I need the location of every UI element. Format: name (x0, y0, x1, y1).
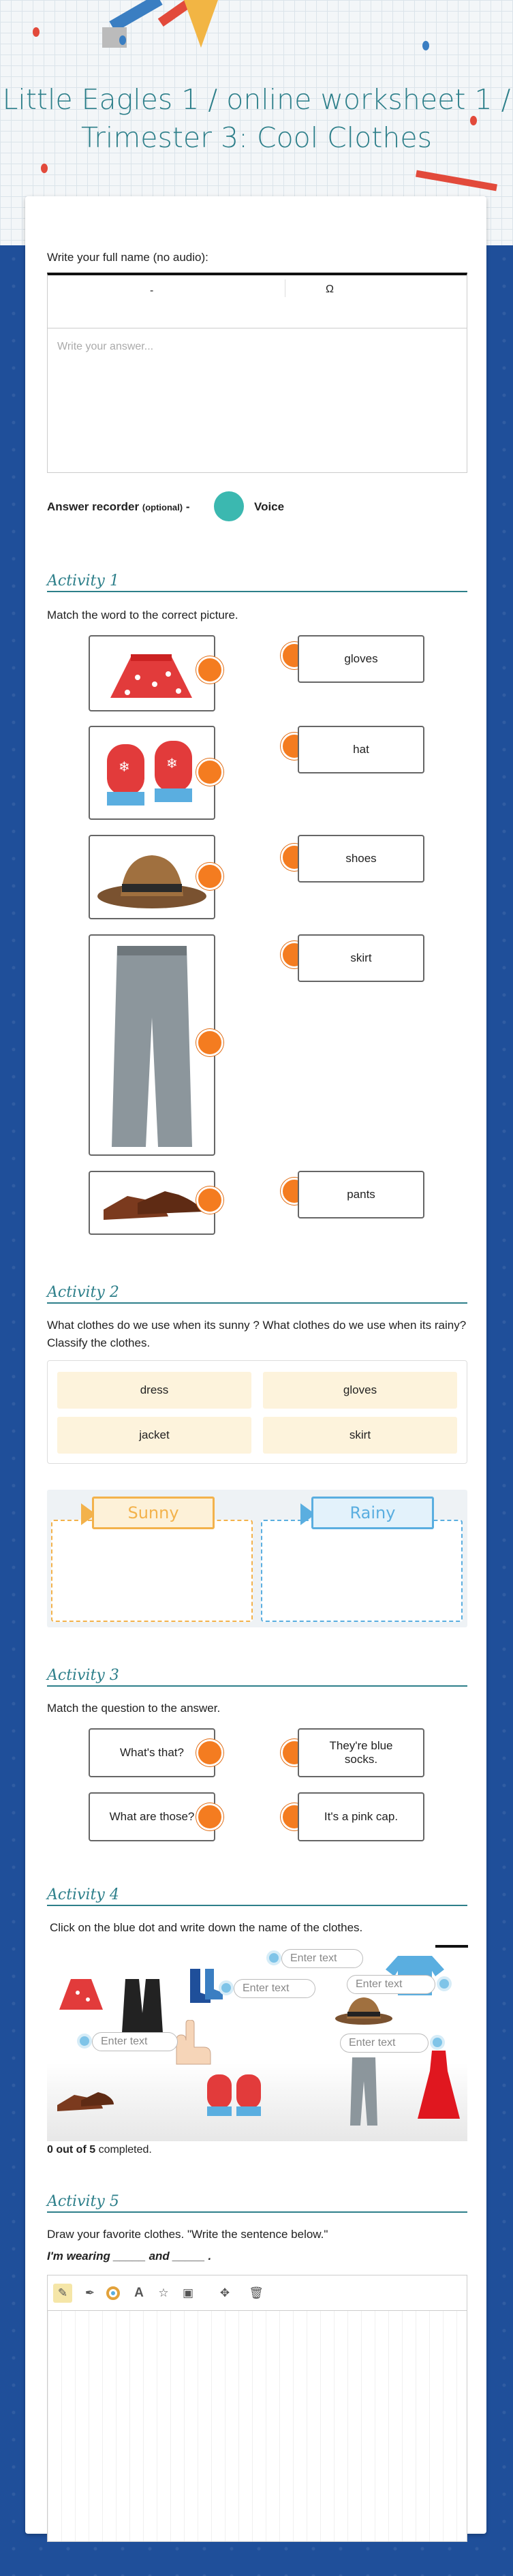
hat-picture-dot[interactable] (196, 863, 223, 890)
answer-1[interactable]: They're blue socks. (298, 1728, 424, 1777)
special-character-button[interactable]: Ω (326, 283, 334, 295)
pencil-decoration (409, 157, 511, 198)
label-dot-5[interactable] (430, 2035, 445, 2050)
label-input-1[interactable]: Enter text (281, 1949, 363, 1968)
question-1[interactable]: What's that? (89, 1728, 215, 1777)
label-input-4[interactable]: Enter text (92, 2032, 178, 2051)
activity-2-title: Activity 2 (47, 1284, 467, 1304)
voice-record-button[interactable] (214, 491, 244, 521)
voice-label: Voice (254, 500, 285, 513)
marker-tool-icon[interactable]: ✒ (84, 2286, 95, 2299)
shoes-picture-dot[interactable] (196, 1186, 223, 1214)
word-hat[interactable]: hat (298, 726, 424, 773)
activity-5-title: Activity 5 (47, 2193, 467, 2213)
svg-text:❄: ❄ (119, 760, 130, 775)
activity-5-instruction: Draw your favorite clothes. "Write the sentence below." (47, 2228, 328, 2241)
dress-icon (415, 2047, 463, 2122)
activity-4-title: Activity 4 (47, 1886, 467, 1906)
shoes-icon (54, 2081, 115, 2115)
pencil-tool-icon[interactable]: ✎ (53, 2284, 72, 2303)
image-tool-icon[interactable]: ▣ (182, 2286, 194, 2299)
progress-status: 0 out of 5 completed. (47, 2144, 152, 2156)
name-editor[interactable] (47, 273, 467, 328)
answer-2[interactable]: It's a pink cap. (298, 1792, 424, 1841)
question-2[interactable]: What are those? (89, 1792, 215, 1841)
label-input-2[interactable]: Enter text (234, 1979, 315, 1998)
question-2-dot[interactable] (196, 1803, 223, 1830)
classify-items-panel (47, 1360, 467, 1464)
socks-icon (183, 1965, 224, 2006)
sunny-label: Sunny (92, 1497, 215, 1529)
word-pants[interactable]: pants (298, 1171, 424, 1218)
gloves-icon (90, 727, 214, 818)
activity-1-title: Activity 1 (47, 572, 467, 592)
classify-item-dress[interactable]: dress (57, 1372, 251, 1409)
pants-picture-dot[interactable] (196, 1029, 223, 1056)
drawing-toolbar (47, 2275, 467, 2310)
dot-decoration (41, 164, 48, 173)
label-input-3[interactable]: Enter text (347, 1975, 435, 1994)
name-label: Write your full name (no audio): (47, 251, 208, 264)
word-shoes[interactable]: shoes (298, 835, 424, 883)
dot-decoration (33, 27, 40, 37)
classify-item-skirt[interactable]: skirt (263, 1417, 457, 1454)
gloves-icon (204, 2071, 265, 2126)
label-dot-1[interactable] (266, 1950, 281, 1965)
activity-3-title: Activity 3 (47, 1667, 467, 1687)
recorder-label: Answer recorder (optional) - (47, 500, 190, 513)
activity-5-sentence: I'm wearing _____ and _____ . (47, 2250, 212, 2263)
activity-1-instruction: Match the word to the correct picture. (47, 609, 238, 622)
clothes-scene (47, 1945, 467, 2141)
color-picker-icon[interactable] (104, 2284, 123, 2303)
activity-2-instruction: What clothes do we use when its sunny ? What clothes do we use when its rainy? Classify the clothes. (47, 1319, 467, 1349)
gloves-picture-dot[interactable] (196, 758, 223, 786)
pants-icon (347, 2054, 381, 2129)
rainy-drop-zone[interactable] (261, 1520, 463, 1622)
label-dot-4[interactable] (77, 2034, 92, 2049)
font-size-control[interactable]: - (150, 285, 154, 296)
pants-icon (90, 936, 214, 1154)
worksheet (25, 196, 486, 2534)
dot-decoration (422, 41, 429, 50)
answer-textarea[interactable]: Write your answer... (47, 328, 467, 473)
delete-tool-icon[interactable]: 🗑 (249, 2286, 264, 2299)
rainy-label: Rainy (311, 1497, 434, 1529)
label-dot-2[interactable] (219, 1980, 234, 1995)
page-title: Little Eagles 1 / online worksheet 1 / Trimester 3: Cool Clothes (2, 83, 511, 154)
label-input-5[interactable]: Enter text (340, 2034, 429, 2053)
classify-item-jacket[interactable]: jacket (57, 1417, 251, 1454)
shoes-icon (90, 1172, 214, 1233)
question-1-dot[interactable] (196, 1739, 223, 1766)
activity-4-instruction: Click on the blue dot and write down the name of the clothes. (50, 1921, 363, 1934)
classify-item-gloves[interactable]: gloves (263, 1372, 457, 1409)
label-dot-3[interactable] (437, 1976, 452, 1991)
move-tool-icon[interactable]: ✥ (219, 2286, 230, 2299)
school-supplies-decoration (82, 0, 218, 61)
word-gloves[interactable]: gloves (298, 635, 424, 683)
hat-icon (90, 836, 214, 918)
activity-3-instruction: Match the question to the answer. (47, 1702, 221, 1715)
sticker-tool-icon[interactable]: ☆ (158, 2286, 169, 2299)
classify-zones-panel (47, 1490, 467, 1627)
skirt-icon (54, 1972, 108, 2020)
text-tool-icon[interactable]: A (134, 2286, 144, 2300)
dot-decoration (119, 35, 126, 45)
skirt-icon (90, 637, 214, 710)
hat-icon (333, 1993, 394, 2027)
svg-text:❄: ❄ (166, 756, 178, 771)
skirt-picture-dot[interactable] (196, 656, 223, 684)
drawing-canvas[interactable] (47, 2310, 467, 2542)
sunny-drop-zone[interactable] (51, 1520, 253, 1622)
divider-mark (435, 1945, 468, 1948)
word-skirt[interactable]: skirt (298, 934, 424, 982)
